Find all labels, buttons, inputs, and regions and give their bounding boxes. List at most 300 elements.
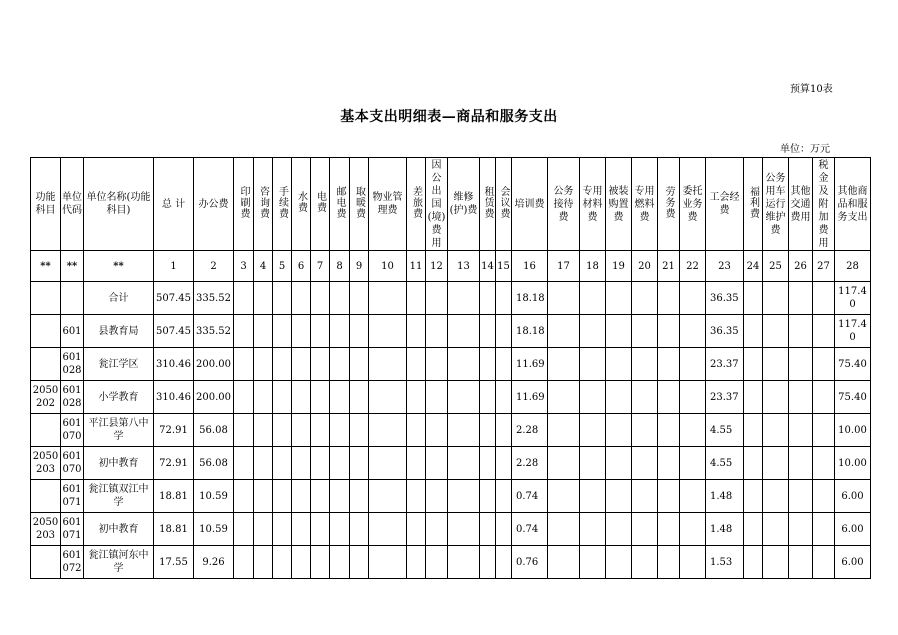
table-row: [31, 414, 871, 447]
empty-cell: [254, 282, 273, 315]
empty-cell: [632, 447, 658, 480]
index-cell: 25: [763, 251, 789, 282]
empty-cell: [292, 480, 311, 513]
cell-total: 507.45: [154, 282, 194, 315]
index-cell: 27: [813, 251, 835, 282]
header-cell: 会议费: [496, 158, 512, 251]
index-cell: 3: [234, 251, 254, 282]
index-cell: 28: [835, 251, 871, 282]
empty-cell: [234, 480, 254, 513]
index-cell: 21: [658, 251, 680, 282]
empty-cell: [234, 381, 254, 414]
table-number: 预算10表: [790, 84, 833, 95]
empty-cell: [548, 315, 580, 348]
empty-cell: [311, 315, 330, 348]
empty-cell: [273, 513, 292, 546]
cell-training: 0.74: [512, 480, 548, 513]
empty-cell: [369, 348, 407, 381]
empty-cell: [606, 513, 632, 546]
header-cell: 差旅费: [407, 158, 426, 251]
cell-name: 瓮江镇双江中学: [84, 480, 154, 513]
empty-cell: [407, 282, 426, 315]
header-cell: 公务用车运行维护费: [763, 158, 789, 251]
cell-name: 初中教育: [84, 447, 154, 480]
empty-cell: [548, 381, 580, 414]
header-cell: 单位代码: [61, 158, 84, 251]
empty-cell: [448, 447, 480, 480]
empty-cell: [496, 414, 512, 447]
header-cell: 培训费: [512, 158, 548, 251]
empty-cell: [426, 348, 448, 381]
cell-total: 18.81: [154, 513, 194, 546]
empty-cell: [350, 513, 369, 546]
header-cell: 委托业务费: [680, 158, 706, 251]
header-cell: 功能科目: [31, 158, 61, 251]
cell-other: 117.40: [835, 282, 871, 315]
table-row: [31, 315, 871, 348]
empty-cell: [480, 282, 496, 315]
empty-cell: [330, 480, 350, 513]
empty-cell: [744, 513, 763, 546]
cell-code: 601070: [61, 414, 84, 447]
index-cell: 7: [311, 251, 330, 282]
cell-union: 23.37: [706, 348, 744, 381]
header-cell: 税金及附加费用: [813, 158, 835, 251]
header-cell: 手续费: [273, 158, 292, 251]
empty-cell: [407, 348, 426, 381]
empty-cell: [548, 282, 580, 315]
cell-func: [31, 414, 61, 447]
empty-cell: [580, 348, 606, 381]
empty-cell: [548, 447, 580, 480]
empty-cell: [426, 480, 448, 513]
header-cell: 咨询费: [254, 158, 273, 251]
empty-cell: [763, 513, 789, 546]
empty-cell: [680, 381, 706, 414]
cell-union: 36.35: [706, 282, 744, 315]
empty-cell: [311, 447, 330, 480]
empty-cell: [273, 381, 292, 414]
empty-cell: [763, 348, 789, 381]
index-cell: 18: [580, 251, 606, 282]
empty-cell: [813, 513, 835, 546]
cell-func: [31, 546, 61, 579]
empty-cell: [448, 348, 480, 381]
empty-cell: [369, 282, 407, 315]
cell-other: 10.00: [835, 414, 871, 447]
empty-cell: [330, 315, 350, 348]
empty-cell: [496, 447, 512, 480]
empty-cell: [658, 546, 680, 579]
cell-training: 18.18: [512, 315, 548, 348]
cell-union: 1.48: [706, 480, 744, 513]
empty-cell: [273, 348, 292, 381]
cell-name: 瓮江镇河东中学: [84, 546, 154, 579]
cell-office: 9.26: [194, 546, 234, 579]
empty-cell: [606, 447, 632, 480]
empty-cell: [763, 414, 789, 447]
cell-office: 335.52: [194, 282, 234, 315]
empty-cell: [311, 414, 330, 447]
index-cell: 8: [330, 251, 350, 282]
cell-office: 335.52: [194, 315, 234, 348]
cell-office: 10.59: [194, 513, 234, 546]
empty-cell: [496, 381, 512, 414]
empty-cell: [813, 348, 835, 381]
empty-cell: [292, 315, 311, 348]
index-cell: 4: [254, 251, 273, 282]
empty-cell: [369, 513, 407, 546]
empty-cell: [580, 414, 606, 447]
empty-cell: [548, 480, 580, 513]
cell-func: [31, 282, 61, 315]
cell-union: 1.48: [706, 513, 744, 546]
empty-cell: [813, 480, 835, 513]
index-cell: 15: [496, 251, 512, 282]
empty-cell: [350, 447, 369, 480]
empty-cell: [407, 414, 426, 447]
empty-cell: [632, 282, 658, 315]
empty-cell: [632, 480, 658, 513]
header-cell: 单位名称(功能科目): [84, 158, 154, 251]
index-cell: 12: [426, 251, 448, 282]
cell-office: 56.08: [194, 414, 234, 447]
table-row: [31, 546, 871, 579]
empty-cell: [350, 381, 369, 414]
empty-cell: [273, 282, 292, 315]
empty-cell: [311, 546, 330, 579]
index-cell: 20: [632, 251, 658, 282]
empty-cell: [580, 315, 606, 348]
index-cell: 26: [789, 251, 813, 282]
cell-func: 2050203: [31, 447, 61, 480]
cell-func: [31, 315, 61, 348]
cell-office: 200.00: [194, 348, 234, 381]
empty-cell: [350, 315, 369, 348]
empty-cell: [480, 414, 496, 447]
empty-cell: [292, 381, 311, 414]
empty-cell: [763, 282, 789, 315]
empty-cell: [273, 480, 292, 513]
cell-training: 2.28: [512, 447, 548, 480]
index-cell: 9: [350, 251, 369, 282]
empty-cell: [658, 381, 680, 414]
empty-cell: [580, 546, 606, 579]
header-cell: 电费: [311, 158, 330, 251]
cell-union: 4.55: [706, 414, 744, 447]
expenditure-table: [30, 157, 871, 579]
index-cell: 22: [680, 251, 706, 282]
empty-cell: [744, 315, 763, 348]
empty-cell: [369, 546, 407, 579]
empty-cell: [813, 282, 835, 315]
table-row: [31, 282, 871, 315]
empty-cell: [680, 513, 706, 546]
empty-cell: [744, 414, 763, 447]
empty-cell: [254, 546, 273, 579]
header-cell: 专用材料费: [580, 158, 606, 251]
unit-label: 单位：万元: [780, 144, 830, 155]
header-cell: 水费: [292, 158, 311, 251]
empty-cell: [813, 381, 835, 414]
empty-cell: [369, 480, 407, 513]
empty-cell: [763, 447, 789, 480]
cell-other: 117.40: [835, 315, 871, 348]
empty-cell: [480, 546, 496, 579]
empty-cell: [606, 414, 632, 447]
index-cell: 23: [706, 251, 744, 282]
empty-cell: [350, 546, 369, 579]
empty-cell: [680, 315, 706, 348]
empty-cell: [369, 381, 407, 414]
table-row: [31, 480, 871, 513]
empty-cell: [350, 414, 369, 447]
cell-office: 10.59: [194, 480, 234, 513]
header-cell: 工会经费: [706, 158, 744, 251]
cell-union: 23.37: [706, 381, 744, 414]
cell-training: 0.76: [512, 546, 548, 579]
empty-cell: [744, 381, 763, 414]
cell-total: 72.91: [154, 414, 194, 447]
empty-cell: [407, 546, 426, 579]
cell-training: 0.74: [512, 513, 548, 546]
empty-cell: [813, 546, 835, 579]
cell-total: 310.46: [154, 348, 194, 381]
cell-name: 合计: [84, 282, 154, 315]
index-cell: 19: [606, 251, 632, 282]
cell-code: 601028: [61, 348, 84, 381]
empty-cell: [763, 546, 789, 579]
cell-name: 小学教育: [84, 381, 154, 414]
empty-cell: [273, 447, 292, 480]
empty-cell: [744, 546, 763, 579]
empty-cell: [813, 315, 835, 348]
empty-cell: [330, 447, 350, 480]
empty-cell: [426, 315, 448, 348]
index-cell: **: [61, 251, 84, 282]
empty-cell: [789, 480, 813, 513]
empty-cell: [311, 480, 330, 513]
cell-other: 75.40: [835, 381, 871, 414]
empty-cell: [407, 513, 426, 546]
empty-cell: [311, 381, 330, 414]
header-cell: 物业管理费: [369, 158, 407, 251]
cell-name: 县教育局: [84, 315, 154, 348]
index-cell: 13: [448, 251, 480, 282]
empty-cell: [480, 513, 496, 546]
empty-cell: [606, 381, 632, 414]
empty-cell: [632, 381, 658, 414]
empty-cell: [744, 282, 763, 315]
empty-cell: [311, 348, 330, 381]
cell-union: 36.35: [706, 315, 744, 348]
empty-cell: [407, 447, 426, 480]
empty-cell: [658, 348, 680, 381]
empty-cell: [350, 348, 369, 381]
empty-cell: [234, 282, 254, 315]
empty-cell: [254, 381, 273, 414]
header-cell: 专用燃料费: [632, 158, 658, 251]
empty-cell: [234, 546, 254, 579]
empty-cell: [234, 315, 254, 348]
index-cell: 6: [292, 251, 311, 282]
cell-code: 601: [61, 315, 84, 348]
empty-cell: [448, 513, 480, 546]
header-cell: 被装购置费: [606, 158, 632, 251]
empty-cell: [548, 414, 580, 447]
cell-other: 6.00: [835, 513, 871, 546]
empty-cell: [496, 480, 512, 513]
cell-name: 瓮江学区: [84, 348, 154, 381]
header-cell: 印刷费: [234, 158, 254, 251]
empty-cell: [254, 315, 273, 348]
empty-cell: [369, 315, 407, 348]
empty-cell: [658, 282, 680, 315]
cell-other: 6.00: [835, 546, 871, 579]
empty-cell: [496, 348, 512, 381]
header-cell: 其他商品和服务支出: [835, 158, 871, 251]
empty-cell: [480, 447, 496, 480]
empty-cell: [254, 348, 273, 381]
empty-cell: [273, 546, 292, 579]
empty-cell: [680, 348, 706, 381]
empty-cell: [606, 348, 632, 381]
empty-cell: [680, 480, 706, 513]
empty-cell: [448, 414, 480, 447]
cell-office: 56.08: [194, 447, 234, 480]
empty-cell: [254, 513, 273, 546]
table-row: [31, 381, 871, 414]
header-cell: 其他交通费用: [789, 158, 813, 251]
empty-cell: [658, 513, 680, 546]
empty-cell: [480, 480, 496, 513]
empty-cell: [480, 348, 496, 381]
empty-cell: [350, 282, 369, 315]
cell-code: 601072: [61, 546, 84, 579]
cell-training: 11.69: [512, 381, 548, 414]
empty-cell: [580, 447, 606, 480]
cell-other: 75.40: [835, 348, 871, 381]
cell-code: 601071: [61, 480, 84, 513]
empty-cell: [448, 480, 480, 513]
empty-cell: [580, 480, 606, 513]
cell-training: 11.69: [512, 348, 548, 381]
empty-cell: [330, 348, 350, 381]
empty-cell: [813, 447, 835, 480]
empty-cell: [606, 282, 632, 315]
empty-cell: [548, 348, 580, 381]
cell-func: 2050203: [31, 513, 61, 546]
empty-cell: [580, 381, 606, 414]
cell-total: 17.55: [154, 546, 194, 579]
index-cell: 14: [480, 251, 496, 282]
empty-cell: [311, 282, 330, 315]
table-row: [31, 513, 871, 546]
index-cell: 10: [369, 251, 407, 282]
header-row: [31, 158, 871, 251]
header-cell: 总 计: [154, 158, 194, 251]
cell-func: 2050202: [31, 381, 61, 414]
header-cell: 维修(护)费: [448, 158, 480, 251]
cell-training: 18.18: [512, 282, 548, 315]
empty-cell: [330, 414, 350, 447]
index-cell: **: [84, 251, 154, 282]
header-cell: 公务接待费: [548, 158, 580, 251]
table-row: [31, 447, 871, 480]
empty-cell: [369, 414, 407, 447]
empty-cell: [426, 414, 448, 447]
empty-cell: [273, 414, 292, 447]
cell-func: [31, 480, 61, 513]
header-cell: 取暖费: [350, 158, 369, 251]
empty-cell: [789, 282, 813, 315]
empty-cell: [311, 513, 330, 546]
empty-cell: [789, 381, 813, 414]
cell-training: 2.28: [512, 414, 548, 447]
empty-cell: [330, 381, 350, 414]
cell-total: 72.91: [154, 447, 194, 480]
empty-cell: [744, 480, 763, 513]
empty-cell: [350, 480, 369, 513]
empty-cell: [426, 546, 448, 579]
header-cell: 租赁费: [480, 158, 496, 251]
empty-cell: [680, 282, 706, 315]
empty-cell: [632, 315, 658, 348]
cell-total: 310.46: [154, 381, 194, 414]
empty-cell: [606, 546, 632, 579]
empty-cell: [496, 315, 512, 348]
cell-other: 6.00: [835, 480, 871, 513]
empty-cell: [548, 513, 580, 546]
empty-cell: [789, 546, 813, 579]
empty-cell: [789, 513, 813, 546]
cell-code: 601070: [61, 447, 84, 480]
empty-cell: [448, 315, 480, 348]
empty-cell: [632, 348, 658, 381]
empty-cell: [407, 480, 426, 513]
empty-cell: [763, 381, 789, 414]
cell-code: 601071: [61, 513, 84, 546]
cell-total: 18.81: [154, 480, 194, 513]
cell-total: 507.45: [154, 315, 194, 348]
empty-cell: [426, 447, 448, 480]
empty-cell: [292, 348, 311, 381]
table-row: [31, 348, 871, 381]
index-cell: 24: [744, 251, 763, 282]
empty-cell: [680, 546, 706, 579]
header-cell: 邮电费: [330, 158, 350, 251]
empty-cell: [763, 315, 789, 348]
index-cell: 1: [154, 251, 194, 282]
empty-cell: [658, 414, 680, 447]
empty-cell: [234, 447, 254, 480]
cell-code: 601028: [61, 381, 84, 414]
cell-name: 平江县第八中学: [84, 414, 154, 447]
empty-cell: [606, 315, 632, 348]
empty-cell: [632, 513, 658, 546]
empty-cell: [292, 513, 311, 546]
empty-cell: [407, 381, 426, 414]
empty-cell: [480, 315, 496, 348]
empty-cell: [273, 315, 292, 348]
empty-cell: [606, 480, 632, 513]
page-title: 基本支出明细表—商品和服务支出: [340, 109, 558, 125]
empty-cell: [813, 414, 835, 447]
index-cell: 2: [194, 251, 234, 282]
empty-cell: [632, 546, 658, 579]
empty-cell: [789, 447, 813, 480]
empty-cell: [292, 546, 311, 579]
